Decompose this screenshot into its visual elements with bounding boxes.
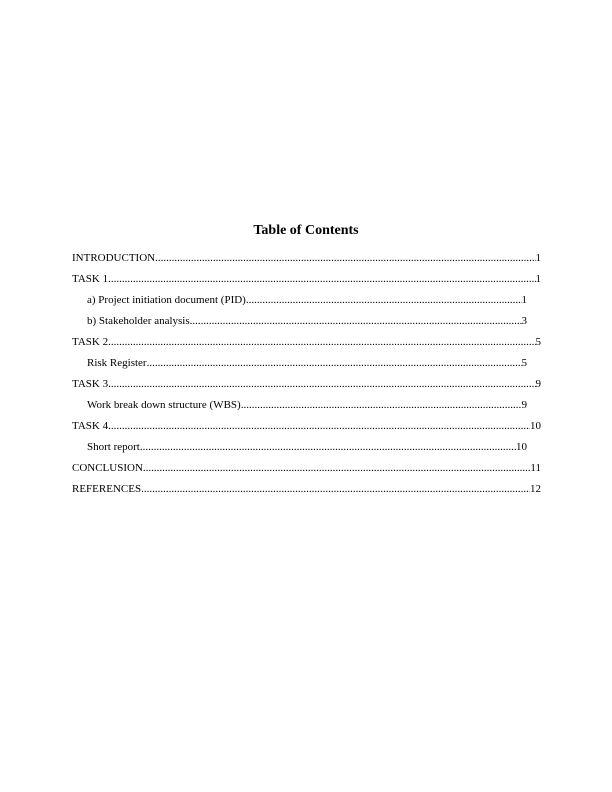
toc-entry-page: 12: [530, 483, 541, 495]
toc-entry-page: 5: [535, 336, 541, 348]
toc-entry-page: 9: [521, 399, 527, 411]
toc-entry-task-1[interactable]: [72, 271, 541, 287]
toc-entry-task-2[interactable]: [72, 334, 541, 350]
toc-entry-page: 11: [530, 462, 541, 474]
dot-leader: [108, 334, 535, 350]
toc-entry-label: b) Stakeholder analysis: [87, 315, 190, 327]
toc-entry-label: a) Project initiation document (PID): [87, 294, 246, 306]
toc-entry-references[interactable]: [72, 481, 541, 497]
toc-entry-page: 10: [530, 420, 541, 432]
toc-entry-label: REFERENCES: [72, 483, 142, 495]
toc-entry-risk-register[interactable]: [87, 355, 527, 371]
dot-leader: [246, 292, 522, 308]
toc-entry-short-report[interactable]: [87, 439, 527, 455]
toc-title: Table of Contents: [253, 223, 359, 238]
toc-entry-label: Short report: [87, 441, 140, 453]
dot-leader: [147, 355, 522, 371]
toc-entry-label: TASK 3: [72, 378, 109, 390]
toc-entry-stakeholder-analysis[interactable]: [87, 313, 527, 329]
dot-leader: [108, 418, 530, 434]
toc-entry-label: INTRODUCTION: [72, 252, 156, 264]
toc-entry-label: CONCLUSION: [72, 462, 143, 474]
toc-entry-page: 5: [521, 357, 527, 369]
dot-leader: [143, 460, 531, 476]
dot-leader: [190, 313, 522, 329]
toc-entry-page: 9: [535, 378, 541, 390]
toc-entry-label: TASK 4: [72, 420, 109, 432]
toc-entry-page: 10: [516, 441, 527, 453]
dot-leader: [108, 376, 535, 392]
dot-leader: [140, 439, 516, 455]
toc-entry-page: 1: [521, 294, 527, 306]
toc-entry-introduction[interactable]: [72, 250, 541, 266]
dot-leader: [108, 271, 535, 287]
toc-entry-label: TASK 1: [72, 273, 109, 285]
toc-entry-task-3[interactable]: [72, 376, 541, 392]
toc-entry-page: 1: [535, 273, 541, 285]
toc-entry-pid[interactable]: [87, 292, 527, 308]
toc-entry-label: Risk Register: [87, 357, 147, 369]
dot-leader: [155, 250, 535, 266]
dot-leader: [241, 397, 522, 413]
toc-entry-wbs[interactable]: [87, 397, 527, 413]
toc-entry-task-4[interactable]: [72, 418, 541, 434]
dot-leader: [141, 481, 530, 497]
toc-entry-label: TASK 2: [72, 336, 109, 348]
toc-entry-label: Work break down structure (WBS): [87, 399, 241, 411]
toc-entry-page: 1: [535, 252, 541, 264]
toc-entry-page: 3: [521, 315, 527, 327]
toc-entry-conclusion[interactable]: [72, 460, 541, 476]
